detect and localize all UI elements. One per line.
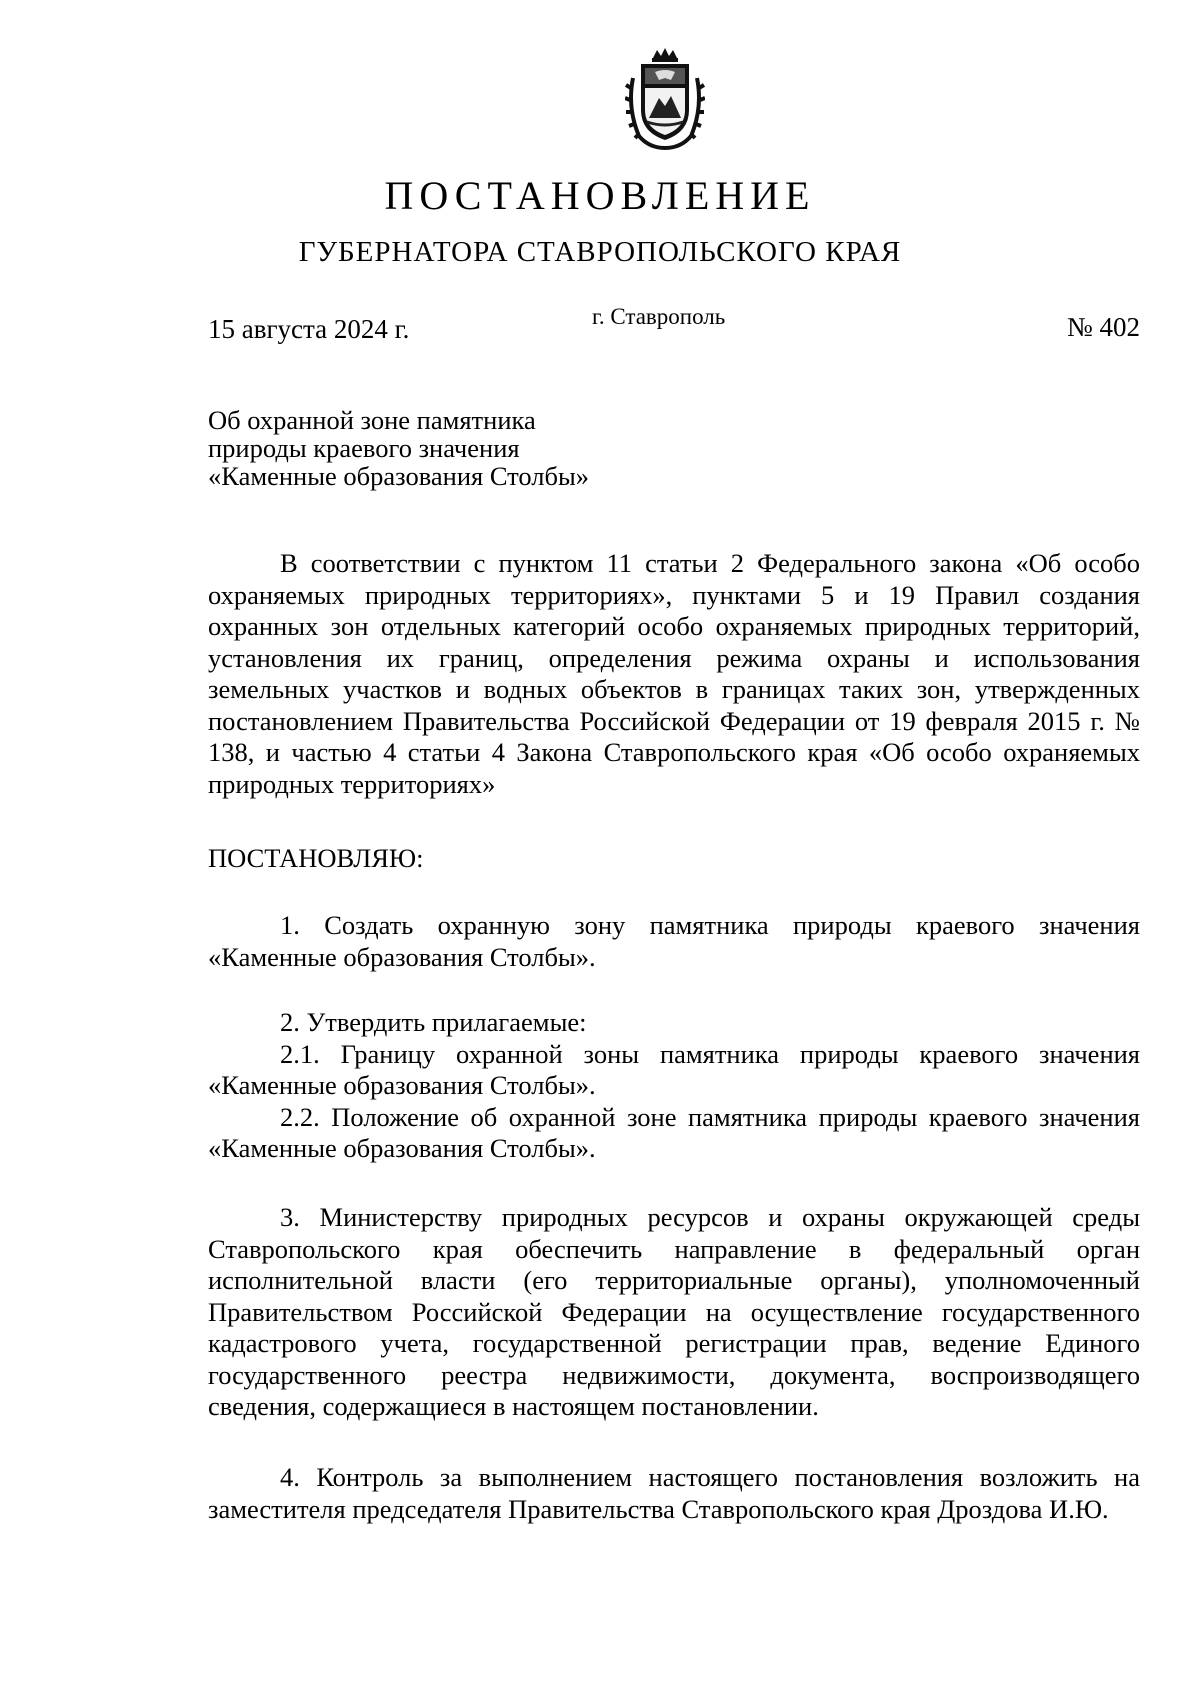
document-city: г. Ставрополь [592,304,726,329]
coat-of-arms-icon [625,48,705,152]
preamble-paragraph: В соответствии с пунктом 11 статьи 2 Федерального закона «Об особо охраняемых природных территориях», пунктами 5 и 19 Правил создания охранных зон отдельных категорий особо охраняемых природных территорий, установления их границ, определения режима охраны и использования земельных участков и водных объектов в границах таких зон, утвержденных постановлением Правительства Российской Федерации от 19 февраля 2015 г. № 138, и частью 4 статьи 4 Закона Ставропольского края «Об особо охраняемых природных территориях» [208,548,1140,799]
decree-label: ПОСТАНОВЛЯЮ: [208,843,424,873]
document-date: 15 августа 2024 г. [208,314,410,344]
item-2-block [208,1007,1140,1165]
item-2-2-paragraph: 2.2. Положение об охранной зоне памятника природы краевого значения «Каменные образования Столбы». [208,1101,1140,1163]
subject-line: природы краевого значения [208,433,520,463]
item-3-paragraph: 3. Министерству природных ресурсов и охраны окружающей среды Ставропольского края обеспечить направление в федеральный орган исполнительной власти (его территориальные органы), уполномоченный Правительством Российской Федерации на осуществление государственного кадастрового учета, государственной регистрации прав, ведение Единого государственного реестра недвижимости, документа, воспроизводящего сведения, содержащиеся в настоящем постановлении. [208,1202,1140,1421]
document-title: ПОСТАНОВЛЕНИЕ [384,173,816,218]
item-4-paragraph: 4. Контроль за выполнением настоящего постановления возложить на заместителя председателя Правительства Ставропольского края Дроздова И.Ю. [208,1462,1140,1524]
issuer-title: ГУБЕРНАТОРА СТАВРОПОЛЬСКОГО КРАЯ [298,236,902,268]
item-1-paragraph: 1. Создать охранную зону памятника природы краевого значения «Каменные образования Столбы». [208,910,1140,972]
item-1-block [208,910,1140,973]
item-2-1-paragraph: 2.1. Границу охранной зоны памятника природы краевого значения «Каменные образования Столбы». [208,1038,1140,1100]
item-2-paragraph: 2. Утвердить прилагаемые: [280,1007,587,1037]
item-3-block [208,1202,1140,1423]
subject-line: Об охранной зоне памятника [208,405,536,435]
preamble-block [208,548,1140,800]
subject-line: «Каменные образования Столбы» [208,461,590,491]
item-4-block [208,1462,1140,1525]
document-number: № 402 [1066,312,1140,342]
document-subject [208,406,728,490]
